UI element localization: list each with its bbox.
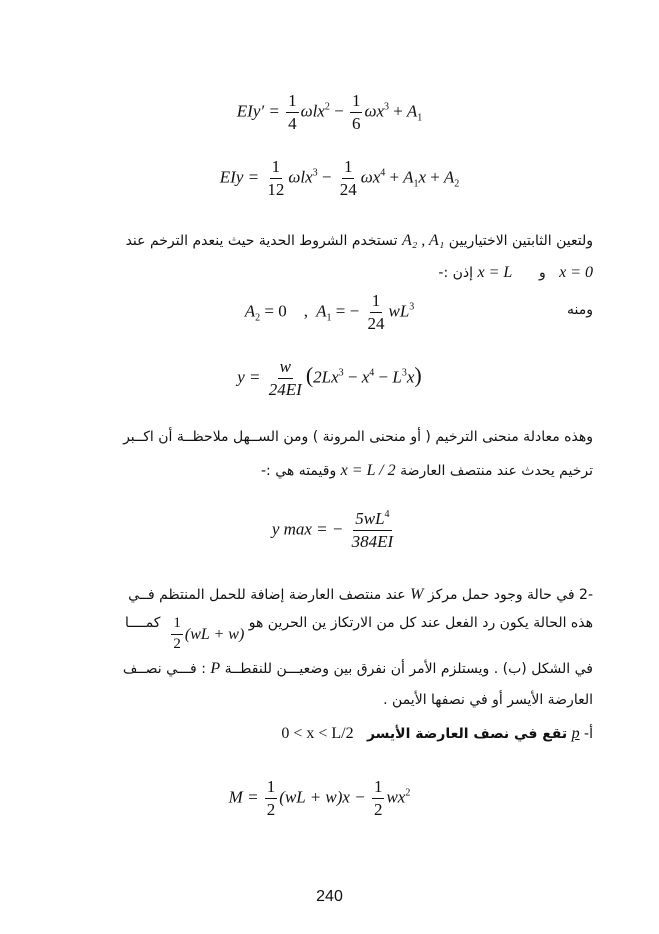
line5-start: ترخيم يحدث عند منتصف العارضة [400,463,593,479]
equation-max-deflection [0,510,659,551]
eq6-frac2-num: 1 [372,778,385,799]
line10-math: 0 < x < L/2 [281,725,354,742]
text-line-10 [281,724,593,743]
eq4-p3: L [392,367,402,387]
eq2-const2: A [443,167,455,187]
eq6-lhs: M = [228,787,259,807]
eq4-minus1: − [347,367,358,387]
eq1-frac1-num: 1 [286,92,299,113]
text-line-9 [383,692,593,709]
line4-text: وهذه معادلة منحنى الترخيم ( أو منحنى المرونة ) ومن الســهل ملاحظــة أن اكــبر [123,429,593,445]
text-line-2 [438,263,593,282]
line1-math: A₂ , A₁ [401,232,445,249]
eq3-term: wL [388,301,410,321]
eq3-frac-num: 1 [370,292,383,313]
text-line-8 [123,659,593,678]
equation-moment [0,778,659,819]
eq6-term-pow: 2 [405,787,411,799]
eq4-minus2: − [378,367,389,387]
eq4-p1-pow: 3 [338,367,344,379]
page-number: 240 [316,888,343,905]
eq2-frac1-den: 12 [267,179,285,199]
eq4-p2-pow: 4 [369,367,375,379]
eq1-frac1-den: 4 [288,113,297,133]
eq2-term1-pow: 3 [312,167,318,179]
eq3-a1: A [316,301,327,321]
eq4-p3-pow: 3 [401,367,407,379]
eq2-minus: − [321,167,332,187]
eq2-term1: ωlx [288,167,313,187]
eq4-frac-num: w [278,358,293,379]
eq4-p2: x [361,367,370,387]
eq1-term2-pow: 3 [384,101,390,113]
eq2-const2-sub: 2 [454,178,460,190]
line7-math: (wL + w) [184,625,245,643]
eq1-lhs: EIy′ = [236,101,280,121]
line7-frac-den: 2 [173,635,181,652]
line2-x0: x = 0 [559,264,593,281]
eq5-frac-den: 384EI [351,531,394,551]
eq4-p1: 2Lx [313,367,339,387]
eq1-minus: − [334,101,344,121]
eq3-a2: A [244,301,256,321]
eq2-plus2: + [430,167,440,187]
equation-elastic-curve [0,358,659,399]
line7-start: هذه الحالة يكون رد الفعل عند كل من الارتكاز ين الحرين هو [248,615,593,631]
eq1-term1: ωlx [300,101,325,121]
line8-end: : فـــي نصــف [122,661,206,677]
equation-constants [0,292,659,333]
eq3-frac-den: 24 [367,313,385,333]
eq1-const: A [406,101,418,121]
eq5-frac-num: 5wL [355,509,385,528]
eq1-frac2-num: 1 [350,92,363,113]
eq1-frac2-den: 6 [351,113,361,133]
line8-start: في الشكل (ب) . ويستلزم الأمر أن نفرق بين وضعيـــن للنقطــة [224,661,593,677]
eq6-frac1-den: 2 [266,799,276,819]
line9-text: العارضة الأيسر أو في نصفها الأيمن . [383,692,593,708]
eq3-a2-val: = 0 [264,301,287,321]
eq3-a1-eq: = − [335,301,360,321]
eq6-term: wx [386,787,406,807]
text-line-7 [125,615,593,653]
eq3-a2-sub: 2 [255,312,261,324]
line1-start: ولتعين الثابتين الاختياريين [448,233,593,249]
equation-slope [0,92,659,133]
eq3-term-pow: 3 [409,301,415,313]
eq6-frac1-num: 1 [265,778,278,799]
eq2-frac2-den: 24 [339,179,357,199]
eq1-term2: ωx [364,101,385,121]
eq4-lhs: y = [237,367,261,387]
eq4-open-paren: ( [305,362,314,388]
eq5-frac-num-pow: 4 [384,509,390,520]
line7-end: كمــــا [125,615,161,631]
line8-math: P [210,660,221,677]
eq4-close-paren: ) [414,362,422,388]
text-line-5 [261,461,593,480]
line3-hence: ومنه [567,302,593,318]
eq1-plus: + [393,101,403,121]
line6-start: -2 في حالة وجود حمل مركز [427,587,593,603]
text-line-4 [123,429,593,446]
eq2-const1: A [403,167,414,187]
eq2-frac1-num: 1 [270,158,283,179]
eq2-term2-pow: 4 [380,167,386,179]
eq2-frac2-num: 1 [342,158,355,179]
eq1-const-sub: 1 [417,112,423,124]
line7-frac-num: 1 [171,616,183,635]
eq6-mid: (wL + w)x − [279,787,366,807]
line6-math: W [410,586,424,603]
line10-label: أ- [584,726,593,742]
line2-then: إذن :- [438,265,474,281]
line5-end: وقيمته هي :- [260,463,337,479]
eq2-const1-sub: 1 [413,178,419,190]
eq3-a1-sub: 1 [326,312,332,324]
eq4-frac-den: 24EI [268,379,302,399]
line5-math: x = L / 2 [340,462,396,479]
eq2-const1-x: x [418,167,427,187]
equation-deflection [0,158,659,199]
eq6-frac2-den: 2 [373,799,383,819]
eq2-lhs: EIy = [219,167,260,187]
line10-text: تقع في نصف العارضة الأيسر [366,726,568,742]
line6-end: عند منتصف العارضة إضافة للحمل المنتظم فــي [128,587,406,603]
text-line-3 [567,302,593,319]
line2-xL: x = L [477,264,513,281]
eq1-term1-pow: 2 [324,101,330,113]
eq2-plus1: + [389,167,400,187]
text-line-1 [126,231,593,250]
eq3-sep: , [303,301,308,321]
eq4-p3-x: x [406,367,415,387]
text-line-6 [128,585,593,604]
line10-point: p [571,725,580,742]
eq5-lhs: y max = − [271,519,344,539]
line2-and: و [538,265,546,281]
line1-end: تستخدم الشروط الحدية حيث ينعدم الترخم عند [125,233,398,249]
eq2-term2: ωx [360,167,381,187]
